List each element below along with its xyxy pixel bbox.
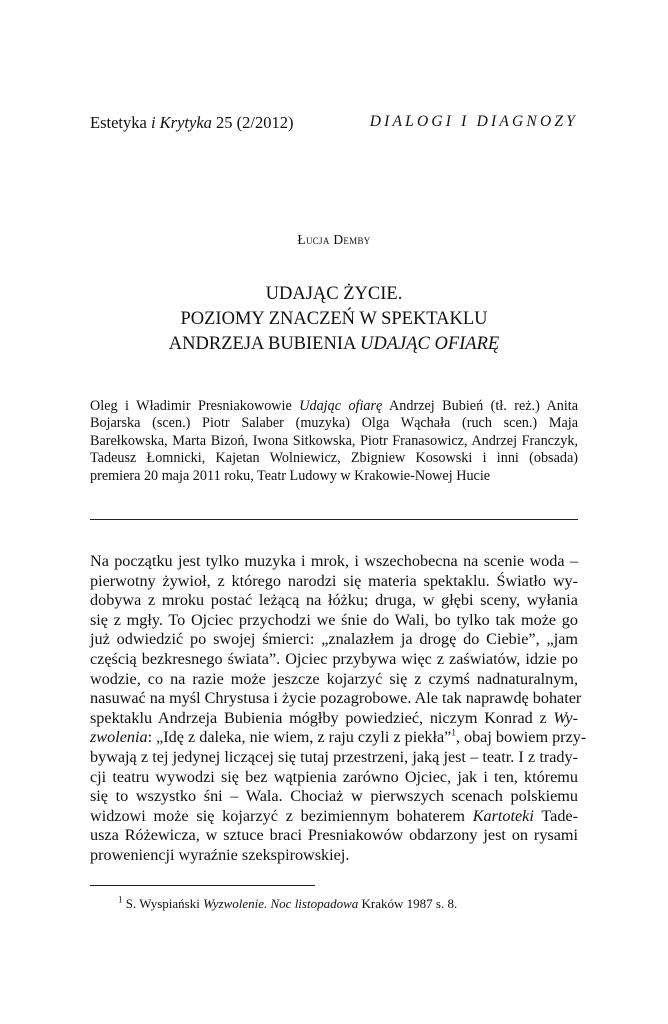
footnote-text: S. Wyspiański — [122, 896, 204, 911]
production-credits: Andrzej Bubień (tł. reż.) Anita Bojarska (scen.) Piotr Salaber (muzyka) Olga Wąchała (ruch scen.) Maja Barełkowska, Marta Bizoń, Iwona Sitkowska, Piotr Franasowicz, Andrzej Franczyk, Tadeusz Łomnicki, Kajetan Wolniewicz, Zbigniew Kosowski i inni (obsada) premiera 20 maja 2011 roku, Teatr Ludowy w Krakowie-Nowej Hucie — [90, 398, 579, 484]
journal-name-part: Estetyka — [90, 113, 151, 132]
body-line: Na początku jest tylko muzyka i mrok, i wszechobecna na scenie woda – — [90, 552, 578, 570]
body-italic-run: Wy- — [553, 708, 578, 727]
body-line: się z mgły. To Ojciec przychodzi we śnie do Wali, bo tylko tak może go — [90, 610, 578, 629]
body-text-run: , obaj bowiem przy- — [455, 728, 587, 747]
body-line — [90, 807, 578, 827]
body-text-run: spektaklu Andrzeja Bubienia mógłby powiedzieć, niczym Konrad z — [90, 708, 554, 727]
body-italic-run: zwolenia — [90, 728, 148, 747]
production-info — [90, 398, 578, 485]
article-title — [0, 282, 668, 357]
body-line: usza Różewicza, w sztuce braci Presniakowów obdarzony jest on rysami — [90, 826, 578, 845]
footnote-text: Kraków 1987 s. 8. — [358, 896, 458, 911]
journal-issue: 25 (2/2012) — [211, 113, 294, 132]
footnote-number: 1 — [118, 894, 123, 905]
body-line: bywają z tej jedynej liczącej się tutaj przestrzeni, jaką jest – teatr. I z trady- — [90, 747, 578, 766]
body-line: wodzie, co na razie może jeszcze kojarzyć się z czymś nadnaturalnym, — [90, 669, 578, 688]
footnote-divider — [90, 885, 315, 886]
body-line: już odwiedzić po swojej śmierci: „znalazłem ja drogę do Ciebie”, „jam — [90, 630, 578, 649]
body-line: częścią bezkresnego świata”. Ojciec przybywa więc z zaświatów, idzie po — [90, 649, 578, 668]
title-line-2: POZIOMY ZNACZEŃ W SPEKTAKLU — [180, 309, 488, 329]
body-italic-run: Kartoteki — [472, 806, 534, 825]
body-line: cji teatru wywodzi się bez wątpienia zarówno Ojciec, jak i ten, któremu — [90, 767, 578, 786]
body-line — [90, 709, 578, 729]
title-line-3 — [0, 332, 668, 357]
journal-name-italic: i Krytyka — [150, 113, 212, 132]
body-line: się to wszystko śni – Wala. Chociaż w pierwszych scenach polskiemu — [90, 787, 578, 806]
author-name: Łucja Demby — [297, 232, 371, 247]
body-text — [90, 552, 587, 866]
title-line-1: UDAJĄC ŻYCIE. — [265, 284, 403, 304]
title-line-3-text: ANDRZEJA BUBIENIA — [168, 334, 360, 354]
body-line: nasuwać na myśl Chrystusa i życie pozagrobowe. Ale tak naprawdę bohater — [90, 689, 582, 708]
title-line-3-italic: UDAJĄC OFIARĘ — [359, 334, 500, 354]
section-divider — [90, 519, 578, 520]
journal-header — [90, 113, 293, 133]
body-line — [90, 727, 587, 748]
footnote-ref[interactable]: 1 — [451, 727, 456, 738]
body-line: dobywa z mroku postać leżącą na łóżku; druga, w głębi sceny, wyłania — [90, 591, 578, 610]
section-header: DIALOGI I DIAGNOZY — [369, 113, 578, 130]
footnote — [118, 896, 457, 912]
body-text-run: Tade- — [533, 806, 578, 825]
production-play-title: Udając ofiarę — [299, 398, 383, 414]
body-text-run: widzowi może się kojarzyć z bezimiennym bohaterem — [90, 806, 473, 825]
production-authors: Oleg i Władimir Presniakowowie — [90, 398, 300, 414]
body-line: proweniencji wyraźnie szekspirowskiej. — [90, 845, 350, 864]
footnote-italic: Wyzwolenie. Noc listopadowa — [203, 896, 359, 911]
body-line: pierwotny żywioł, z którego narodzi się materia spektaklu. Światło wy- — [90, 571, 578, 590]
body-text-run: : „Idę z daleka, nie wiem, z raju czyli z piekła” — [147, 728, 452, 747]
